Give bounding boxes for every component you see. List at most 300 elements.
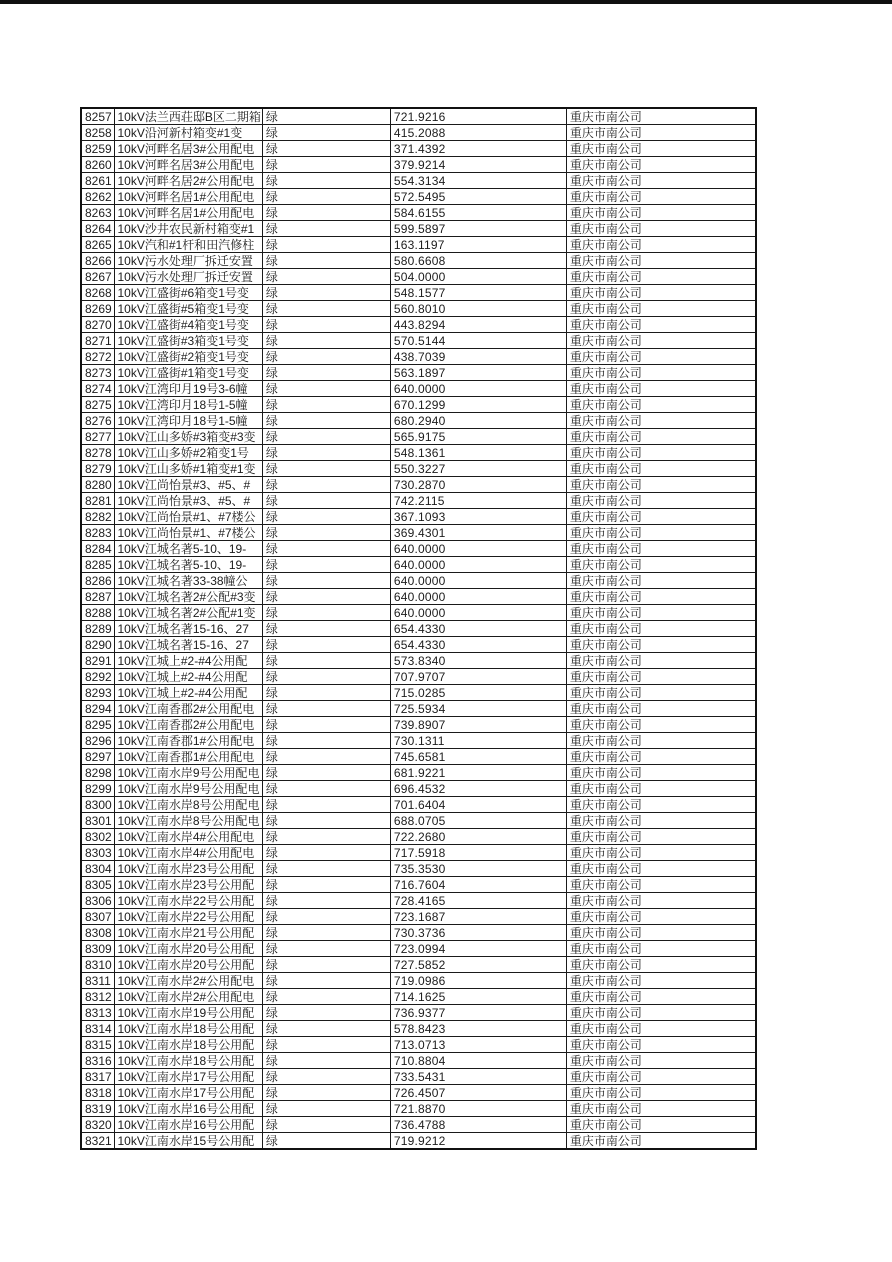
cell-value: 438.7039 — [390, 349, 566, 365]
cell-name: 10kV江南水岸23号公用配 — [114, 877, 262, 893]
cell-name: 10kV江南水岸4#公用配电 — [114, 829, 262, 845]
table-row — [81, 189, 756, 205]
cell-value: 688.0705 — [390, 813, 566, 829]
cell-value: 573.8340 — [390, 653, 566, 669]
cell-name: 10kV江南水岸20号公用配 — [114, 957, 262, 973]
cell-status: 绿 — [262, 493, 390, 509]
cell-status: 绿 — [262, 333, 390, 349]
cell-value: 736.4788 — [390, 1117, 566, 1133]
cell-value: 725.5934 — [390, 701, 566, 717]
cell-status: 绿 — [262, 813, 390, 829]
cell-value: 717.5918 — [390, 845, 566, 861]
cell-status: 绿 — [262, 1005, 390, 1021]
table-row — [81, 125, 756, 141]
cell-name: 10kV江南水岸22号公用配 — [114, 893, 262, 909]
cell-name: 10kV沿河新村箱变#1变 — [114, 125, 262, 141]
cell-id: 8318 — [81, 1085, 114, 1101]
cell-value: 721.8870 — [390, 1101, 566, 1117]
cell-status: 绿 — [262, 1053, 390, 1069]
cell-value: 701.6404 — [390, 797, 566, 813]
table-row — [81, 669, 756, 685]
cell-id: 8301 — [81, 813, 114, 829]
cell-value: 548.1577 — [390, 285, 566, 301]
cell-name: 10kV江南水岸9号公用配电 — [114, 781, 262, 797]
cell-company: 重庆市南公司 — [566, 525, 756, 541]
cell-status: 绿 — [262, 141, 390, 157]
cell-id: 8305 — [81, 877, 114, 893]
cell-value: 714.1625 — [390, 989, 566, 1005]
table-row — [81, 253, 756, 269]
cell-id: 8310 — [81, 957, 114, 973]
cell-value: 730.3736 — [390, 925, 566, 941]
cell-company: 重庆市南公司 — [566, 957, 756, 973]
cell-name: 10kV江盛街#2箱变1号变 — [114, 349, 262, 365]
cell-company: 重庆市南公司 — [566, 1053, 756, 1069]
cell-status: 绿 — [262, 861, 390, 877]
cell-company: 重庆市南公司 — [566, 989, 756, 1005]
cell-status: 绿 — [262, 237, 390, 253]
cell-id: 8321 — [81, 1133, 114, 1150]
table-row — [81, 285, 756, 301]
cell-status: 绿 — [262, 845, 390, 861]
cell-name: 10kV江南香郡1#公用配电 — [114, 749, 262, 765]
cell-value: 578.8423 — [390, 1021, 566, 1037]
table-row — [81, 397, 756, 413]
cell-company: 重庆市南公司 — [566, 1133, 756, 1150]
cell-id: 8311 — [81, 973, 114, 989]
cell-value: 730.1311 — [390, 733, 566, 749]
table-row — [81, 365, 756, 381]
table-row — [81, 637, 756, 653]
cell-status: 绿 — [262, 1021, 390, 1037]
cell-id: 8284 — [81, 541, 114, 557]
cell-name: 10kV江南香郡2#公用配电 — [114, 701, 262, 717]
table-row — [81, 493, 756, 509]
table-row — [81, 445, 756, 461]
cell-name: 10kV江南水岸16号公用配 — [114, 1101, 262, 1117]
cell-name: 10kV江城名著15-16、27 — [114, 621, 262, 637]
cell-company: 重庆市南公司 — [566, 349, 756, 365]
cell-status: 绿 — [262, 413, 390, 429]
cell-value: 584.6155 — [390, 205, 566, 221]
cell-status: 绿 — [262, 157, 390, 173]
cell-status: 绿 — [262, 685, 390, 701]
cell-company: 重庆市南公司 — [566, 157, 756, 173]
cell-value: 443.8294 — [390, 317, 566, 333]
cell-company: 重庆市南公司 — [566, 877, 756, 893]
cell-value: 696.4532 — [390, 781, 566, 797]
cell-value: 721.9216 — [390, 108, 566, 125]
cell-status: 绿 — [262, 189, 390, 205]
cell-id: 8292 — [81, 669, 114, 685]
cell-id: 8278 — [81, 445, 114, 461]
cell-id: 8285 — [81, 557, 114, 573]
cell-company: 重庆市南公司 — [566, 301, 756, 317]
table-row — [81, 221, 756, 237]
cell-company: 重庆市南公司 — [566, 909, 756, 925]
table-row — [81, 797, 756, 813]
cell-value: 715.0285 — [390, 685, 566, 701]
cell-name: 10kV河畔名居3#公用配电 — [114, 141, 262, 157]
cell-name: 10kV江盛街#4箱变1号变 — [114, 317, 262, 333]
cell-status: 绿 — [262, 173, 390, 189]
table-row — [81, 957, 756, 973]
cell-status: 绿 — [262, 1117, 390, 1133]
cell-status: 绿 — [262, 781, 390, 797]
cell-value: 163.1197 — [390, 237, 566, 253]
cell-id: 8280 — [81, 477, 114, 493]
cell-id: 8313 — [81, 1005, 114, 1021]
cell-company: 重庆市南公司 — [566, 1037, 756, 1053]
cell-value: 379.9214 — [390, 157, 566, 173]
cell-id: 8309 — [81, 941, 114, 957]
cell-status: 绿 — [262, 1085, 390, 1101]
cell-value: 670.1299 — [390, 397, 566, 413]
cell-status: 绿 — [262, 797, 390, 813]
cell-name: 10kV江南水岸20号公用配 — [114, 941, 262, 957]
cell-company: 重庆市南公司 — [566, 845, 756, 861]
table-row — [81, 573, 756, 589]
cell-company: 重庆市南公司 — [566, 733, 756, 749]
cell-id: 8312 — [81, 989, 114, 1005]
cell-value: 728.4165 — [390, 893, 566, 909]
cell-id: 8296 — [81, 733, 114, 749]
cell-company: 重庆市南公司 — [566, 749, 756, 765]
table-row — [81, 701, 756, 717]
cell-value: 654.4330 — [390, 621, 566, 637]
cell-company: 重庆市南公司 — [566, 829, 756, 845]
cell-name: 10kV江城名著5-10、19- — [114, 541, 262, 557]
table-row — [81, 461, 756, 477]
cell-id: 8298 — [81, 765, 114, 781]
cell-company: 重庆市南公司 — [566, 493, 756, 509]
cell-company: 重庆市南公司 — [566, 1117, 756, 1133]
cell-name: 10kV江南水岸8号公用配电 — [114, 813, 262, 829]
cell-id: 8299 — [81, 781, 114, 797]
cell-status: 绿 — [262, 733, 390, 749]
cell-name: 10kV污水处理厂拆迁安置 — [114, 269, 262, 285]
cell-company: 重庆市南公司 — [566, 317, 756, 333]
table-row — [81, 141, 756, 157]
cell-id: 8264 — [81, 221, 114, 237]
cell-value: 727.5852 — [390, 957, 566, 973]
cell-name: 10kV江盛街#1箱变1号变 — [114, 365, 262, 381]
cell-status: 绿 — [262, 349, 390, 365]
cell-company: 重庆市南公司 — [566, 573, 756, 589]
cell-company: 重庆市南公司 — [566, 173, 756, 189]
cell-company: 重庆市南公司 — [566, 1101, 756, 1117]
cell-id: 8261 — [81, 173, 114, 189]
scan-edge-bar — [0, 0, 892, 4]
cell-value: 719.9212 — [390, 1133, 566, 1150]
cell-company: 重庆市南公司 — [566, 701, 756, 717]
cell-company: 重庆市南公司 — [566, 893, 756, 909]
cell-company: 重庆市南公司 — [566, 141, 756, 157]
cell-value: 369.4301 — [390, 525, 566, 541]
cell-company: 重庆市南公司 — [566, 381, 756, 397]
cell-name: 10kV江盛街#6箱变1号变 — [114, 285, 262, 301]
cell-company: 重庆市南公司 — [566, 557, 756, 573]
table-row — [81, 317, 756, 333]
table-row — [81, 525, 756, 541]
table-row — [81, 1101, 756, 1117]
table-row — [81, 381, 756, 397]
cell-id: 8307 — [81, 909, 114, 925]
cell-id: 8283 — [81, 525, 114, 541]
cell-value: 680.2940 — [390, 413, 566, 429]
cell-status: 绿 — [262, 637, 390, 653]
cell-value: 654.4330 — [390, 637, 566, 653]
cell-name: 10kV江城名著2#公配#3变 — [114, 589, 262, 605]
table-row — [81, 205, 756, 221]
cell-id: 8275 — [81, 397, 114, 413]
cell-name: 10kV江城上#2-#4公用配 — [114, 685, 262, 701]
table-row — [81, 541, 756, 557]
cell-status: 绿 — [262, 429, 390, 445]
cell-company: 重庆市南公司 — [566, 1005, 756, 1021]
cell-company: 重庆市南公司 — [566, 637, 756, 653]
cell-name: 10kV河畔名居2#公用配电 — [114, 173, 262, 189]
table-row — [81, 509, 756, 525]
cell-company: 重庆市南公司 — [566, 221, 756, 237]
cell-id: 8320 — [81, 1117, 114, 1133]
cell-value: 640.0000 — [390, 589, 566, 605]
cell-id: 8288 — [81, 605, 114, 621]
cell-value: 722.2680 — [390, 829, 566, 845]
cell-id: 8281 — [81, 493, 114, 509]
table-body — [81, 108, 756, 1149]
cell-company: 重庆市南公司 — [566, 669, 756, 685]
table-row — [81, 733, 756, 749]
table-row — [81, 269, 756, 285]
cell-name: 10kV汽和#1杆和田汽修柱 — [114, 237, 262, 253]
cell-company: 重庆市南公司 — [566, 605, 756, 621]
table-row — [81, 749, 756, 765]
table-row — [81, 413, 756, 429]
cell-value: 640.0000 — [390, 573, 566, 589]
cell-id: 8282 — [81, 509, 114, 525]
cell-status: 绿 — [262, 205, 390, 221]
cell-name: 10kV河畔名居1#公用配电 — [114, 205, 262, 221]
table-row — [81, 1117, 756, 1133]
cell-name: 10kV江湾印月18号1-5幢 — [114, 413, 262, 429]
table-row — [81, 861, 756, 877]
cell-status: 绿 — [262, 1133, 390, 1150]
cell-id: 8290 — [81, 637, 114, 653]
cell-status: 绿 — [262, 957, 390, 973]
cell-status: 绿 — [262, 653, 390, 669]
cell-id: 8294 — [81, 701, 114, 717]
cell-status: 绿 — [262, 829, 390, 845]
cell-value: 730.2870 — [390, 477, 566, 493]
cell-id: 8297 — [81, 749, 114, 765]
cell-id: 8308 — [81, 925, 114, 941]
table-row — [81, 108, 756, 125]
cell-value: 550.3227 — [390, 461, 566, 477]
cell-company: 重庆市南公司 — [566, 445, 756, 461]
cell-status: 绿 — [262, 253, 390, 269]
cell-value: 548.1361 — [390, 445, 566, 461]
table-row — [81, 909, 756, 925]
cell-name: 10kV河畔名居3#公用配电 — [114, 157, 262, 173]
cell-name: 10kV河畔名居1#公用配电 — [114, 189, 262, 205]
cell-id: 8259 — [81, 141, 114, 157]
cell-id: 8262 — [81, 189, 114, 205]
cell-status: 绿 — [262, 669, 390, 685]
cell-id: 8267 — [81, 269, 114, 285]
table-row — [81, 1069, 756, 1085]
data-table — [80, 107, 757, 1150]
table-row — [81, 429, 756, 445]
cell-id: 8265 — [81, 237, 114, 253]
cell-id: 8291 — [81, 653, 114, 669]
cell-name: 10kV江南水岸17号公用配 — [114, 1085, 262, 1101]
cell-name: 10kV江盛街#5箱变1号变 — [114, 301, 262, 317]
cell-status: 绿 — [262, 621, 390, 637]
cell-name: 10kV江城上#2-#4公用配 — [114, 653, 262, 669]
cell-company: 重庆市南公司 — [566, 685, 756, 701]
cell-value: 681.9221 — [390, 765, 566, 781]
cell-name: 10kV江南水岸18号公用配 — [114, 1021, 262, 1037]
cell-value: 735.3530 — [390, 861, 566, 877]
table-row — [81, 157, 756, 173]
cell-company: 重庆市南公司 — [566, 285, 756, 301]
cell-status: 绿 — [262, 1101, 390, 1117]
cell-id: 8286 — [81, 573, 114, 589]
cell-id: 8300 — [81, 797, 114, 813]
cell-status: 绿 — [262, 301, 390, 317]
cell-id: 8277 — [81, 429, 114, 445]
cell-name: 10kV江南水岸4#公用配电 — [114, 845, 262, 861]
table-row — [81, 765, 756, 781]
table-row — [81, 477, 756, 493]
table-row — [81, 925, 756, 941]
cell-status: 绿 — [262, 477, 390, 493]
cell-company: 重庆市南公司 — [566, 781, 756, 797]
cell-company: 重庆市南公司 — [566, 717, 756, 733]
cell-name: 10kV法兰西荘邸B区二期箱 — [114, 108, 262, 125]
table-row — [81, 301, 756, 317]
cell-company: 重庆市南公司 — [566, 653, 756, 669]
cell-company: 重庆市南公司 — [566, 589, 756, 605]
cell-company: 重庆市南公司 — [566, 333, 756, 349]
cell-value: 713.0713 — [390, 1037, 566, 1053]
cell-name: 10kV江南水岸2#公用配电 — [114, 989, 262, 1005]
cell-company: 重庆市南公司 — [566, 1085, 756, 1101]
cell-status: 绿 — [262, 573, 390, 589]
cell-company: 重庆市南公司 — [566, 461, 756, 477]
cell-company: 重庆市南公司 — [566, 397, 756, 413]
cell-name: 10kV江城名著33-38幢公 — [114, 573, 262, 589]
table-row — [81, 717, 756, 733]
cell-id: 8258 — [81, 125, 114, 141]
table-row — [81, 589, 756, 605]
cell-value: 640.0000 — [390, 605, 566, 621]
cell-status: 绿 — [262, 717, 390, 733]
cell-id: 8293 — [81, 685, 114, 701]
cell-value: 739.8907 — [390, 717, 566, 733]
cell-id: 8270 — [81, 317, 114, 333]
cell-name: 10kV江尚怡景#3、#5、# — [114, 493, 262, 509]
cell-id: 8287 — [81, 589, 114, 605]
cell-status: 绿 — [262, 605, 390, 621]
cell-name: 10kV江南水岸15号公用配 — [114, 1133, 262, 1150]
cell-status: 绿 — [262, 397, 390, 413]
table-row — [81, 605, 756, 621]
cell-company: 重庆市南公司 — [566, 813, 756, 829]
cell-company: 重庆市南公司 — [566, 269, 756, 285]
cell-value: 710.8804 — [390, 1053, 566, 1069]
cell-name: 10kV江湾印月18号1-5幢 — [114, 397, 262, 413]
cell-company: 重庆市南公司 — [566, 941, 756, 957]
cell-status: 绿 — [262, 285, 390, 301]
table-row — [81, 989, 756, 1005]
cell-name: 10kV江南水岸16号公用配 — [114, 1117, 262, 1133]
cell-company: 重庆市南公司 — [566, 108, 756, 125]
cell-value: 572.5495 — [390, 189, 566, 205]
cell-value: 570.5144 — [390, 333, 566, 349]
cell-value: 640.0000 — [390, 557, 566, 573]
cell-value: 723.1687 — [390, 909, 566, 925]
cell-name: 10kV江南水岸22号公用配 — [114, 909, 262, 925]
cell-value: 707.9707 — [390, 669, 566, 685]
cell-company: 重庆市南公司 — [566, 189, 756, 205]
cell-company: 重庆市南公司 — [566, 1069, 756, 1085]
cell-value: 733.5431 — [390, 1069, 566, 1085]
cell-value: 736.9377 — [390, 1005, 566, 1021]
table-row — [81, 845, 756, 861]
table-row — [81, 621, 756, 637]
table-row — [81, 1037, 756, 1053]
cell-id: 8303 — [81, 845, 114, 861]
cell-company: 重庆市南公司 — [566, 365, 756, 381]
table-row — [81, 1053, 756, 1069]
cell-status: 绿 — [262, 461, 390, 477]
cell-name: 10kV江山多娇#1箱变#1变 — [114, 461, 262, 477]
table-row — [81, 973, 756, 989]
cell-name: 10kV江城名著15-16、27 — [114, 637, 262, 653]
cell-id: 8263 — [81, 205, 114, 221]
cell-name: 10kV江盛街#3箱变1号变 — [114, 333, 262, 349]
cell-value: 504.0000 — [390, 269, 566, 285]
table-row — [81, 685, 756, 701]
cell-value: 640.0000 — [390, 381, 566, 397]
cell-id: 8273 — [81, 365, 114, 381]
table-row — [81, 781, 756, 797]
cell-status: 绿 — [262, 269, 390, 285]
cell-status: 绿 — [262, 1037, 390, 1053]
table-row — [81, 1133, 756, 1150]
cell-status: 绿 — [262, 973, 390, 989]
cell-id: 8289 — [81, 621, 114, 637]
cell-value: 560.8010 — [390, 301, 566, 317]
cell-company: 重庆市南公司 — [566, 797, 756, 813]
cell-id: 8271 — [81, 333, 114, 349]
cell-id: 8314 — [81, 1021, 114, 1037]
cell-value: 599.5897 — [390, 221, 566, 237]
cell-value: 726.4507 — [390, 1085, 566, 1101]
cell-id: 8274 — [81, 381, 114, 397]
cell-company: 重庆市南公司 — [566, 125, 756, 141]
table-row — [81, 813, 756, 829]
cell-name: 10kV江南水岸23号公用配 — [114, 861, 262, 877]
cell-name: 10kV江南水岸17号公用配 — [114, 1069, 262, 1085]
cell-company: 重庆市南公司 — [566, 253, 756, 269]
cell-status: 绿 — [262, 989, 390, 1005]
cell-company: 重庆市南公司 — [566, 925, 756, 941]
table-row — [81, 557, 756, 573]
cell-status: 绿 — [262, 541, 390, 557]
